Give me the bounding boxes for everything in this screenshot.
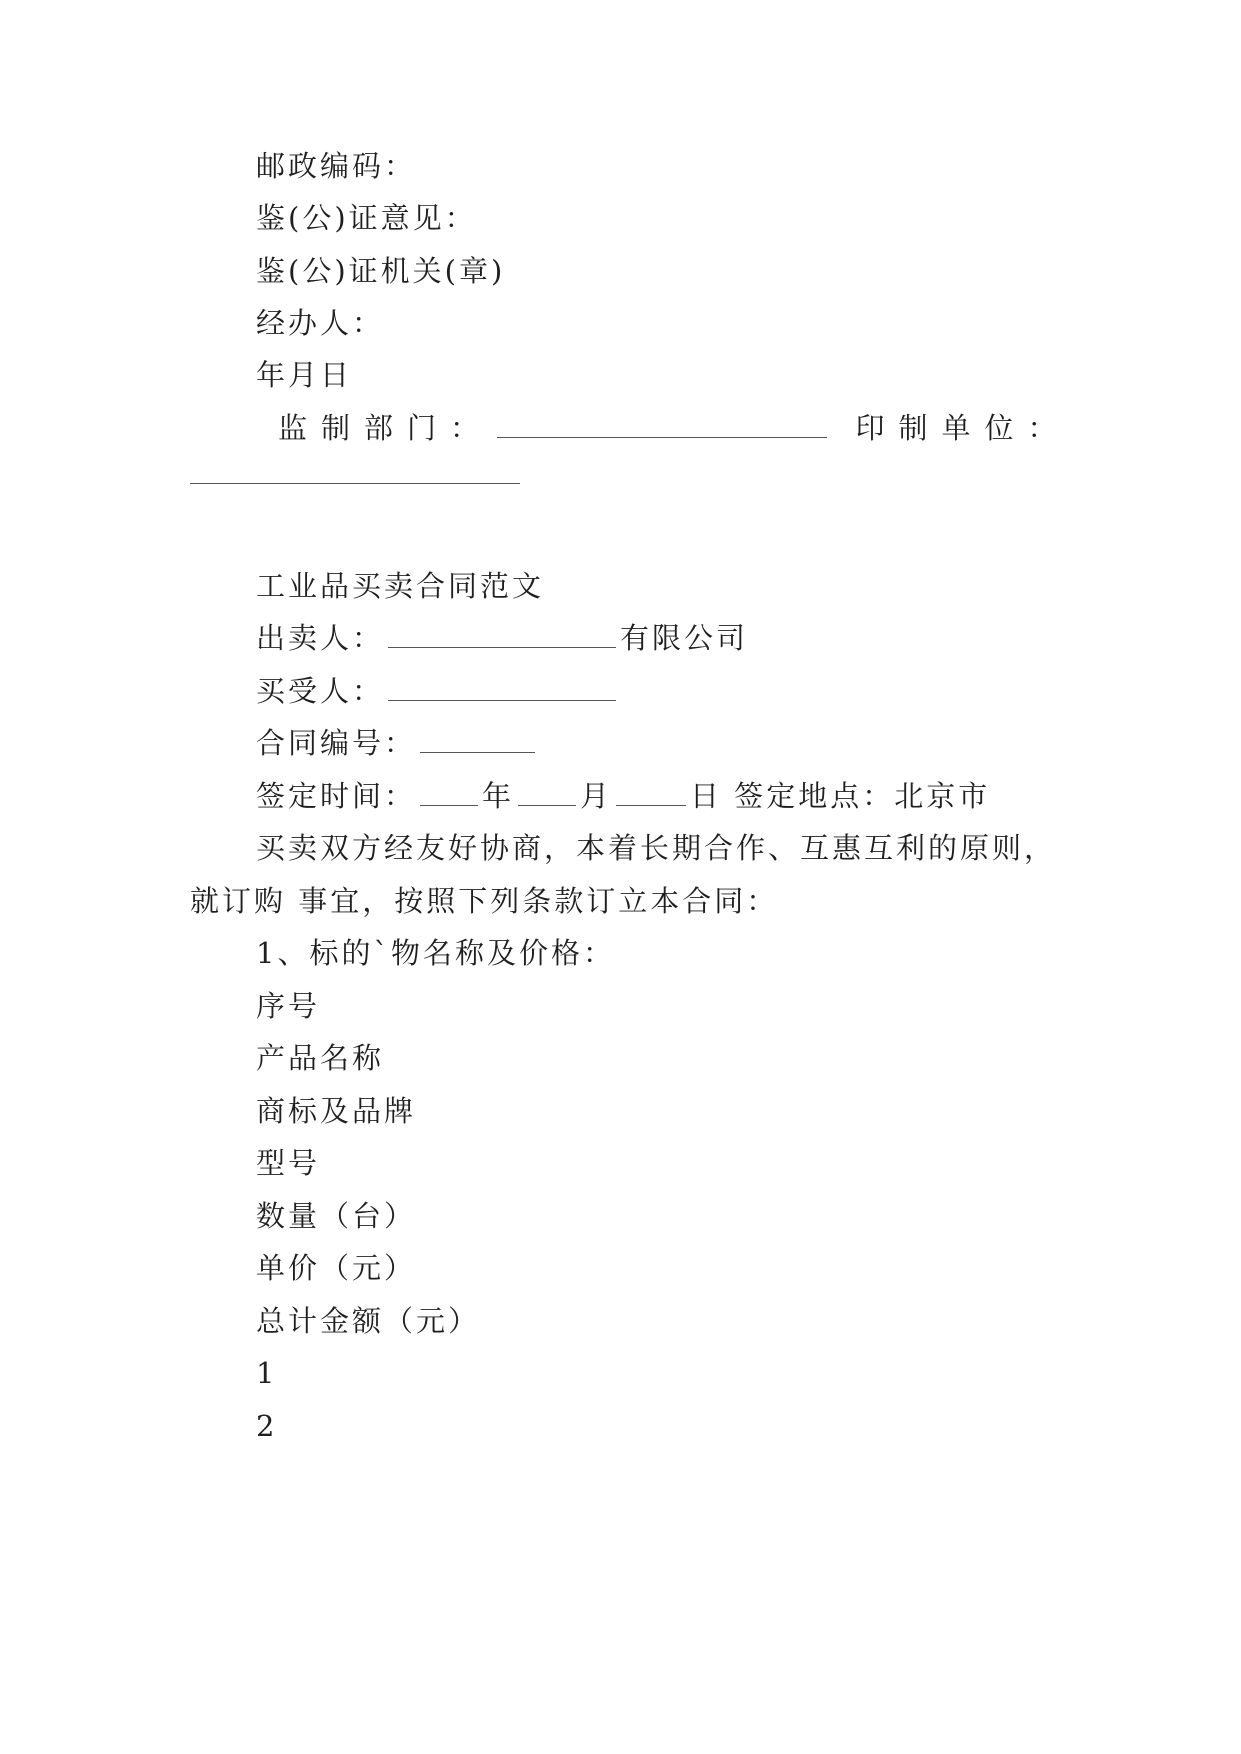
col-qty: 数量（台） (256, 1199, 417, 1233)
col-total: 总计金额（元） (256, 1304, 481, 1338)
seller-label: 出卖人： (256, 621, 385, 655)
sign-time-line (256, 776, 990, 816)
year-label: 年 (482, 779, 515, 813)
col-brand: 商标及品牌 (256, 1094, 417, 1128)
seller-blank (388, 621, 616, 648)
postal-code-line: 邮政编码： (256, 149, 417, 183)
printing-unit-blank (190, 457, 520, 484)
row-2: 2 (256, 1409, 278, 1443)
notary-opinion-line: 鉴(公)证意见： (256, 201, 477, 235)
handler-line: 经办人： (256, 306, 385, 340)
supervising-dept-blank (497, 411, 827, 438)
buyer-blank (388, 674, 616, 701)
sign-place: 签定地点：北京市 (734, 779, 991, 813)
contract-title: 工业品买卖合同范文 (256, 569, 545, 603)
row-1: 1 (256, 1356, 278, 1390)
contract-no-label: 合同编号： (256, 726, 417, 760)
seller-suffix: 有限公司 (620, 621, 749, 655)
notary-office-line: 鉴(公)证机关(章) (256, 254, 506, 288)
printing-unit-blank-line (190, 454, 524, 494)
printing-unit-label: 印制单位： (855, 411, 1071, 445)
col-model: 型号 (256, 1146, 321, 1180)
col-seq: 序号 (256, 989, 321, 1023)
supervising-dept-label: 监制部门： (278, 411, 494, 445)
day-blank (616, 779, 686, 806)
month-label: 月 (580, 779, 613, 813)
month-blank (518, 779, 576, 806)
seller-line (256, 618, 748, 658)
year-blank (420, 779, 478, 806)
sign-time-label: 签定时间： (256, 779, 417, 813)
date-line: 年月日 (256, 358, 353, 392)
buyer-label: 买受人： (256, 674, 385, 708)
contract-no-line (256, 723, 539, 763)
day-label: 日 (690, 779, 723, 813)
supervising-printing-line (278, 408, 1070, 448)
intro-line-1: 买卖双方经友好协商，本着长期合作、互惠互利的原则， (256, 831, 1057, 865)
clause-1: 1、标的`物名称及价格： (256, 936, 615, 970)
col-product: 产品名称 (256, 1041, 385, 1075)
intro-line-2: 就订购 事宜，按照下列条款订立本合同： (190, 884, 779, 918)
col-unit-price: 单价（元） (256, 1251, 417, 1285)
buyer-line (256, 671, 620, 711)
contract-no-blank (420, 726, 535, 753)
